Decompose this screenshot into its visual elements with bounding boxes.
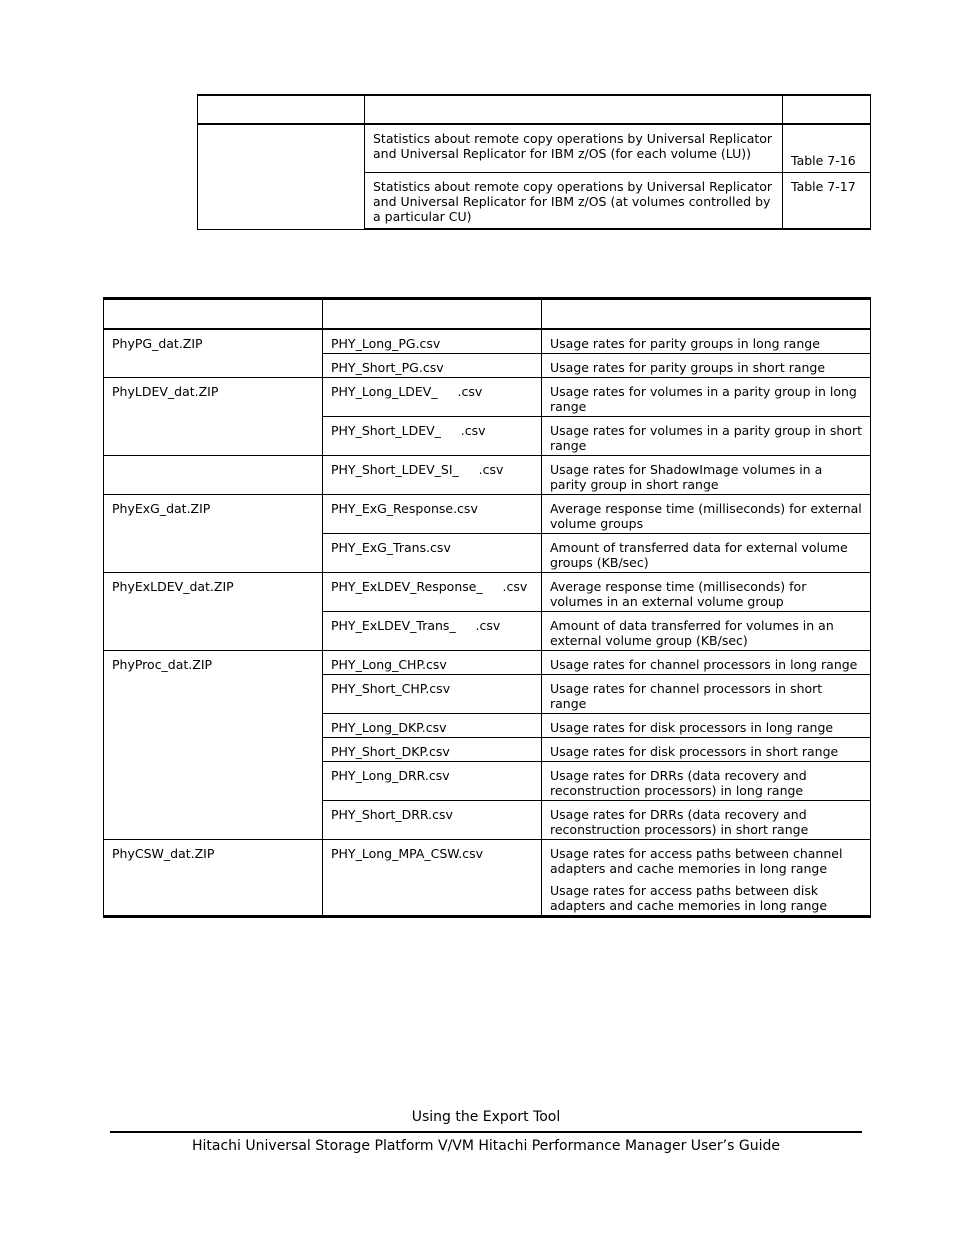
remote-copy-table [197, 94, 871, 230]
zip-file-cell: PhyExG_dat.ZIP [104, 495, 323, 573]
description-cell: Usage rates for volumes in a parity group in short range [542, 417, 871, 456]
description-cell: Usage rates for disk processors in short range [542, 738, 871, 762]
header-cell [542, 299, 871, 330]
reference-text: Table 7-16 [791, 153, 856, 168]
table-row [104, 456, 871, 495]
reference-cell: Table 7-17 [783, 173, 871, 230]
csv-file-cell: PHY_Short_CHP.csv [323, 675, 542, 714]
description-cell: Usage rates for ShadowImage volumes in a parity group in short range [542, 456, 871, 495]
description-cell: Usage rates for channel processors in short range [542, 675, 871, 714]
table-row [104, 651, 871, 675]
header-cell [198, 95, 365, 124]
physical-files-table [103, 297, 871, 918]
description-cell: Average response time (milliseconds) for external volume groups [542, 495, 871, 534]
zip-file-cell: PhyCSW_dat.ZIP [104, 840, 323, 917]
table-row [104, 573, 871, 612]
description-cell: Statistics about remote copy operations by Universal Replicator and Universal Replicator for IBM z/OS (for each volume (LU)) [365, 124, 783, 173]
footer-guide-title: Hitachi Universal Storage Platform V/VM Hitachi Performance Manager User’s Guide [192, 1138, 780, 1154]
description-cell: Usage rates for volumes in a parity group in long range [542, 378, 871, 417]
csv-file-cell: PHY_Long_DRR.csv [323, 762, 542, 801]
csv-file-cell: PHY_Short_PG.csv [323, 354, 542, 378]
description-cell: Average response time (milliseconds) for volumes in an external volume group [542, 573, 871, 612]
description-cell: Amount of data transferred for volumes in an external volume group (KB/sec) [542, 612, 871, 651]
zip-file-cell [104, 456, 323, 495]
csv-file-cell: PHY_ExLDEV_Trans_ .csv [323, 612, 542, 651]
description-cell: Usage rates for parity groups in short range [542, 354, 871, 378]
csv-file-cell: PHY_Short_DRR.csv [323, 801, 542, 840]
header-cell [365, 95, 783, 124]
csv-file-cell: PHY_ExG_Response.csv [323, 495, 542, 534]
table-row [198, 124, 871, 173]
description-cell: Usage rates for DRRs (data recovery and reconstruction processors) in short range [542, 801, 871, 840]
zip-file-cell: PhyProc_dat.ZIP [104, 651, 323, 840]
description-cell [542, 840, 871, 917]
description-cell: Usage rates for disk processors in long range [542, 714, 871, 738]
header-cell [104, 299, 323, 330]
zip-file-cell: PhyPG_dat.ZIP [104, 329, 323, 378]
footer-section-title: Using the Export Tool [411, 1109, 561, 1125]
csv-file-cell: PHY_ExLDEV_Response_ .csv [323, 573, 542, 612]
table-row [104, 378, 871, 417]
csv-file-cell: PHY_Long_DKP.csv [323, 714, 542, 738]
csv-file-cell: PHY_Long_MPA_CSW.csv [323, 840, 542, 917]
description-text: Usage rates for access paths between disk adapters and cache memories in long range [550, 883, 828, 913]
description-cell: Usage rates for parity groups in long range [542, 329, 871, 354]
csv-file-cell: PHY_Short_LDEV_SI_ .csv [323, 456, 542, 495]
footer-divider [110, 1131, 862, 1133]
header-cell [783, 95, 871, 124]
csv-file-cell: PHY_Short_DKP.csv [323, 738, 542, 762]
table-row [104, 495, 871, 534]
table-header-row [104, 299, 871, 330]
description-text: Usage rates for access paths between channel adapters and cache memories in long range [550, 846, 843, 876]
csv-file-cell: PHY_Long_LDEV_ .csv [323, 378, 542, 417]
paragraph-gap [550, 876, 862, 883]
csv-file-cell: PHY_ExG_Trans.csv [323, 534, 542, 573]
table-header-row [198, 95, 871, 124]
description-cell: Usage rates for DRRs (data recovery and reconstruction processors) in long range [542, 762, 871, 801]
zip-file-cell: PhyLDEV_dat.ZIP [104, 378, 323, 456]
description-cell: Usage rates for channel processors in long range [542, 651, 871, 675]
description-cell: Amount of transferred data for external volume groups (KB/sec) [542, 534, 871, 573]
csv-file-cell: PHY_Long_PG.csv [323, 329, 542, 354]
header-cell [323, 299, 542, 330]
description-cell: Statistics about remote copy operations by Universal Replicator and Universal Replicator for IBM z/OS (at volumes controlled by a particular CU) [365, 173, 783, 230]
table-row [104, 329, 871, 354]
csv-file-cell: PHY_Long_CHP.csv [323, 651, 542, 675]
table-cell [198, 124, 365, 229]
table-row [104, 840, 871, 917]
csv-file-cell: PHY_Short_LDEV_ .csv [323, 417, 542, 456]
zip-file-cell: PhyExLDEV_dat.ZIP [104, 573, 323, 651]
reference-cell [783, 124, 871, 173]
